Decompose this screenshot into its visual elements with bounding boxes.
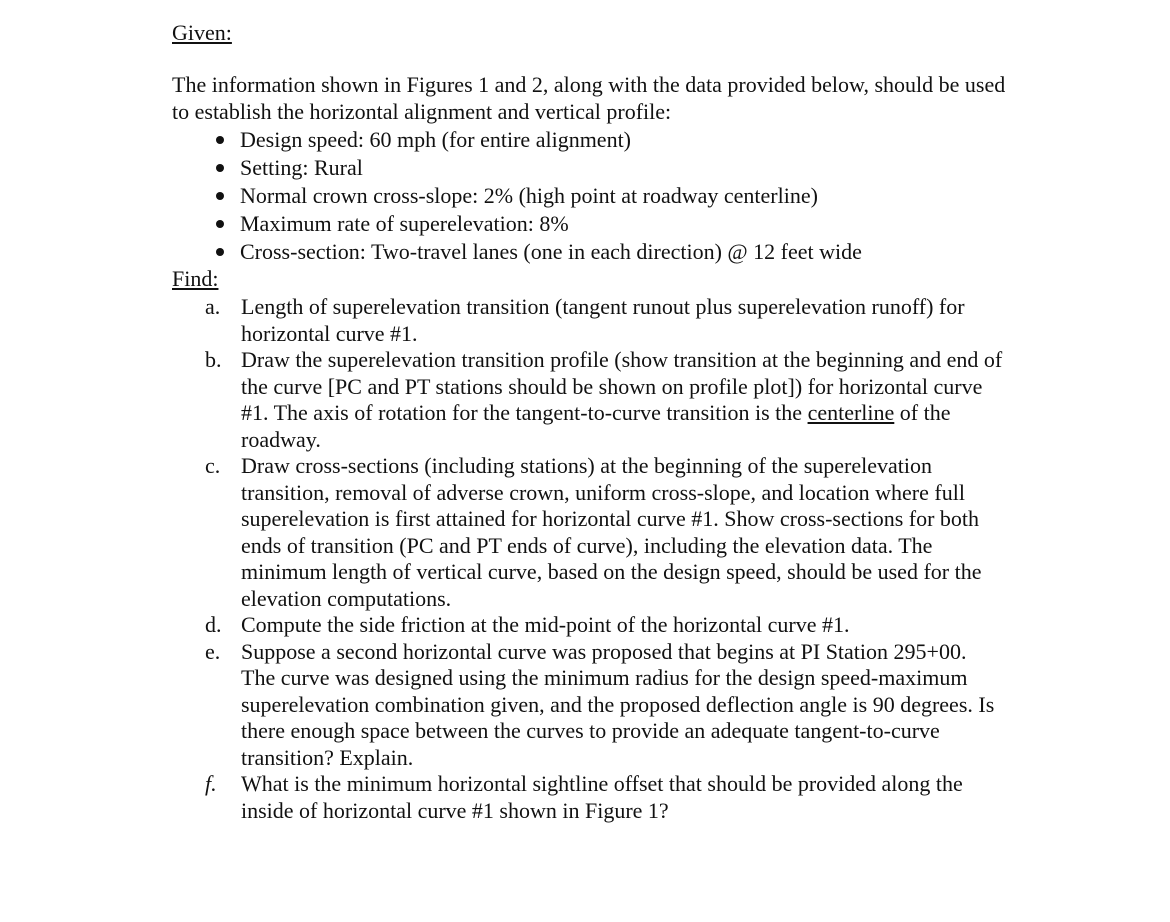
bullet-text: Setting: Rural bbox=[240, 155, 363, 180]
item-text: What is the minimum horizontal sightline offset that should be provided along the inside of horizontal curve #1 shown in Figure 1? bbox=[241, 771, 963, 823]
given-bullet-list bbox=[200, 127, 862, 267]
bullet-icon bbox=[216, 192, 224, 200]
item-underlined-text: centerline bbox=[807, 400, 895, 425]
item-marker: b. bbox=[205, 347, 222, 372]
find-item-a bbox=[205, 294, 1005, 347]
intro-paragraph: The information shown in Figures 1 and 2, along with the data provided below, should be used to establish the horizontal alignment and vertical profile: bbox=[172, 72, 1006, 124]
bullet-item bbox=[200, 127, 862, 155]
given-heading: Given: bbox=[172, 20, 232, 45]
bullet-item bbox=[200, 183, 862, 211]
bullet-item bbox=[200, 211, 862, 239]
item-text-end: of the roadway. bbox=[241, 400, 951, 452]
find-item-e bbox=[205, 639, 1005, 772]
item-text: Draw the superelevation transition profile (show transition at the beginning and end of the curve [PC and PT stations should be shown on profile plot]) for horizontal curve #1. The axis of rotation for the tangent-to-curve transition is the bbox=[241, 347, 1003, 425]
item-text: Draw cross-sections (including stations) at the beginning of the superelevation transition, removal of adverse crown, uniform cross-slope, and location where full superelevation is first attained for horizontal curve #1. Show cross-sections for both ends of transition (PC and PT ends of curve), including the elevation data. The minimum length of vertical curve, based on the design speed, should be used for the elevation computations. bbox=[241, 453, 982, 611]
bullet-item bbox=[200, 239, 862, 267]
bullet-icon bbox=[216, 164, 224, 172]
find-item-d bbox=[205, 612, 1005, 639]
bullet-icon bbox=[216, 248, 224, 256]
item-text: Compute the side friction at the mid-point of the horizontal curve #1. bbox=[241, 612, 850, 637]
bullet-icon bbox=[216, 220, 224, 228]
item-marker: f. bbox=[205, 771, 217, 796]
bullet-text: Maximum rate of superelevation: 8% bbox=[240, 211, 569, 236]
item-text: Suppose a second horizontal curve was proposed that begins at PI Station 295+00. The curve was designed using the minimum radius for the design speed-maximum superelevation combination given, and the proposed deflection angle is 90 degrees. Is there enough space between the curves to provide an adequate tangent-to-curve transition? Explain. bbox=[241, 638, 995, 770]
find-item-f bbox=[205, 771, 1005, 824]
bullet-text: Normal crown cross-slope: 2% (high point at roadway centerline) bbox=[240, 183, 818, 208]
find-item-c bbox=[205, 453, 1005, 612]
item-marker: a. bbox=[205, 294, 221, 319]
bullet-text: Design speed: 60 mph (for entire alignment) bbox=[240, 127, 632, 152]
item-marker: c. bbox=[205, 453, 221, 478]
find-list bbox=[205, 294, 1005, 824]
item-marker: e. bbox=[205, 638, 221, 664]
item-text: Length of superelevation transition (tangent runout plus superelevation runoff) for horizontal curve #1. bbox=[241, 294, 965, 346]
bullet-text: Cross-section: Two-travel lanes (one in each direction) @ 12 feet wide bbox=[240, 239, 862, 264]
find-heading: Find: bbox=[172, 266, 219, 291]
bullet-icon bbox=[216, 136, 224, 144]
find-item-b bbox=[205, 347, 1005, 453]
item-marker: d. bbox=[205, 612, 222, 637]
bullet-item bbox=[200, 155, 862, 183]
